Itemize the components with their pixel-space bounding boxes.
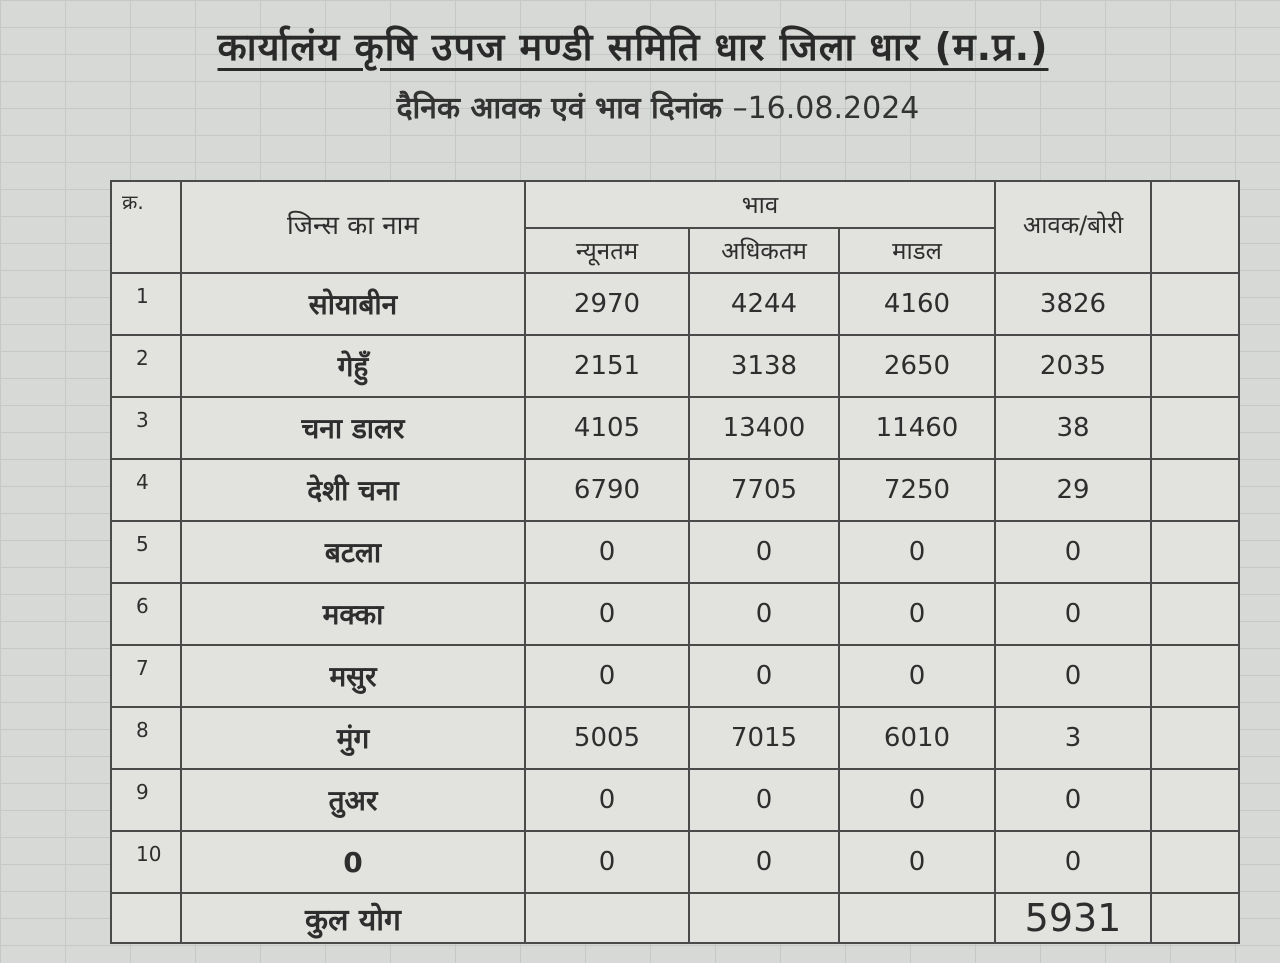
cell-max: 0 xyxy=(689,769,839,831)
cell-model: 4160 xyxy=(839,273,995,335)
cell-empty xyxy=(1151,645,1239,707)
cell-min: 2970 xyxy=(525,273,689,335)
cell-empty xyxy=(1151,521,1239,583)
cell-empty xyxy=(1151,335,1239,397)
cell-awak: 0 xyxy=(995,769,1151,831)
cell-min: 0 xyxy=(525,521,689,583)
cell-awak: 3 xyxy=(995,707,1151,769)
cell-awak: 38 xyxy=(995,397,1151,459)
cell-min: 0 xyxy=(525,769,689,831)
header-arrival: आवक/बोरी xyxy=(995,181,1151,273)
table-row xyxy=(111,645,1239,707)
cell-max: 7705 xyxy=(689,459,839,521)
rates-table xyxy=(110,180,1240,944)
cell-name: मुंग xyxy=(181,707,525,769)
cell-name: चना डालर xyxy=(181,397,525,459)
cell-name: बटला xyxy=(181,521,525,583)
cell-sr: 3 xyxy=(111,397,181,459)
table-row xyxy=(111,831,1239,893)
header-empty xyxy=(1151,181,1239,273)
cell-empty xyxy=(1151,459,1239,521)
cell-max: 3138 xyxy=(689,335,839,397)
cell-empty xyxy=(1151,831,1239,893)
cell-max: 0 xyxy=(689,583,839,645)
cell-sr: 1 xyxy=(111,273,181,335)
cell-awak: 0 xyxy=(995,831,1151,893)
cell-max: 0 xyxy=(689,831,839,893)
total-empty-extra xyxy=(1151,893,1239,943)
cell-name: तुअर xyxy=(181,769,525,831)
cell-awak: 0 xyxy=(995,583,1151,645)
cell-sr: 2 xyxy=(111,335,181,397)
report-date: –16.08.2024 xyxy=(732,91,920,126)
table-row xyxy=(111,335,1239,397)
table-row xyxy=(111,769,1239,831)
header-price: भाव xyxy=(525,181,995,228)
cell-awak: 3826 xyxy=(995,273,1151,335)
cell-sr: 5 xyxy=(111,521,181,583)
cell-min: 5005 xyxy=(525,707,689,769)
cell-max: 0 xyxy=(689,521,839,583)
cell-model: 0 xyxy=(839,831,995,893)
total-label: कुल योग xyxy=(181,893,525,943)
cell-model: 0 xyxy=(839,521,995,583)
table-row xyxy=(111,273,1239,335)
total-empty-max xyxy=(689,893,839,943)
cell-max: 13400 xyxy=(689,397,839,459)
cell-empty xyxy=(1151,273,1239,335)
cell-sr: 8 xyxy=(111,707,181,769)
cell-name: मक्का xyxy=(181,583,525,645)
cell-min: 4105 xyxy=(525,397,689,459)
cell-model: 2650 xyxy=(839,335,995,397)
cell-model: 6010 xyxy=(839,707,995,769)
cell-name: मसुर xyxy=(181,645,525,707)
cell-awak: 2035 xyxy=(995,335,1151,397)
cell-name: 0 xyxy=(181,831,525,893)
cell-min: 0 xyxy=(525,583,689,645)
cell-empty xyxy=(1151,707,1239,769)
cell-name: देशी चना xyxy=(181,459,525,521)
cell-awak: 29 xyxy=(995,459,1151,521)
header-max: अधिकतम xyxy=(689,228,839,273)
cell-min: 2151 xyxy=(525,335,689,397)
cell-model: 7250 xyxy=(839,459,995,521)
cell-empty xyxy=(1151,397,1239,459)
table-row xyxy=(111,397,1239,459)
cell-sr: 7 xyxy=(111,645,181,707)
cell-empty xyxy=(1151,583,1239,645)
table-row xyxy=(111,459,1239,521)
page-title: कार्यालंय कृषि उपज मण्डी समिति धार जिला धार (म.प्र.) xyxy=(217,25,1049,69)
cell-model: 0 xyxy=(839,583,995,645)
table-body xyxy=(111,273,1239,943)
cell-sr: 9 xyxy=(111,769,181,831)
total-empty-model xyxy=(839,893,995,943)
cell-empty xyxy=(1151,769,1239,831)
cell-name: सोयाबीन xyxy=(181,273,525,335)
header-min: न्यूनतम xyxy=(525,228,689,273)
table-row xyxy=(111,583,1239,645)
header-serial: क्र. xyxy=(111,181,181,273)
cell-min: 6790 xyxy=(525,459,689,521)
total-row xyxy=(111,893,1239,943)
cell-max: 0 xyxy=(689,645,839,707)
header-model: माडल xyxy=(839,228,995,273)
cell-model: 0 xyxy=(839,769,995,831)
total-empty-min xyxy=(525,893,689,943)
cell-model: 11460 xyxy=(839,397,995,459)
cell-name: गेहुँ xyxy=(181,335,525,397)
cell-sr: 6 xyxy=(111,583,181,645)
cell-sr: 10 xyxy=(111,831,181,893)
cell-max: 7015 xyxy=(689,707,839,769)
cell-max: 4244 xyxy=(689,273,839,335)
total-value: 5931 xyxy=(995,893,1151,943)
cell-min: 0 xyxy=(525,831,689,893)
cell-model: 0 xyxy=(839,645,995,707)
cell-awak: 0 xyxy=(995,645,1151,707)
cell-awak: 0 xyxy=(995,521,1151,583)
table-row xyxy=(111,521,1239,583)
cell-min: 0 xyxy=(525,645,689,707)
table-row xyxy=(111,707,1239,769)
header-commodity: जिन्स का नाम xyxy=(181,181,525,273)
total-empty-sr xyxy=(111,893,181,943)
page-subtitle xyxy=(318,86,998,127)
cell-sr: 4 xyxy=(111,459,181,521)
subtitle-text: दैनिक आवक एवं भाव दिनांक xyxy=(396,91,723,126)
